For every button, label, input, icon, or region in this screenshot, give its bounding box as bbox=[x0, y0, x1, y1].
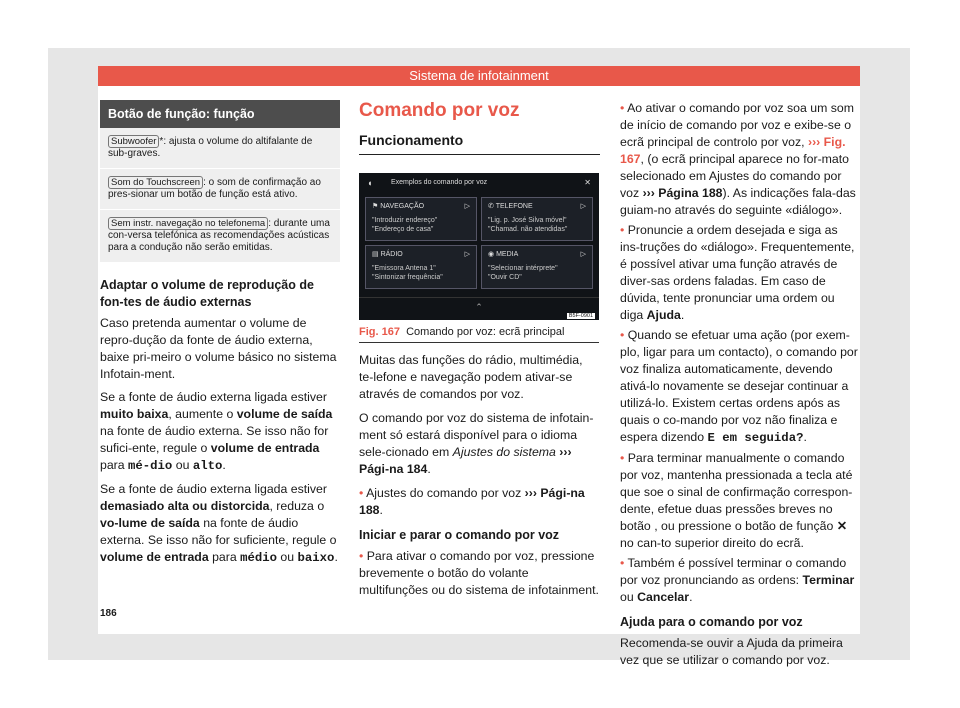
page-number: 186 bbox=[100, 608, 117, 619]
screen-footer-arrow: ⌃ bbox=[359, 297, 599, 318]
paragraph: Recomenda-se ouvir a Ajuda da primeira vez que se utilizar o comando por voz. bbox=[620, 636, 843, 667]
play-arrow-icon: ▷ bbox=[464, 203, 470, 210]
screen-title: Exemplos do comando por voz bbox=[391, 179, 488, 186]
subheading-volume: Adaptar o volume de reprodução de fon-tes de áudio externas bbox=[100, 278, 314, 309]
subsection-title: Funcionamento bbox=[359, 132, 464, 148]
row-text: : durante uma con-versa telefónica as recomendações acústicas para a condução não serão emitidas. bbox=[108, 218, 330, 253]
screen-title-bar bbox=[359, 173, 599, 193]
bullet-item: • Para terminar manualmente o comando por voz, mantenha pressionada a tecla até que soe o sinal de confirmação correspon-dente, efetue duas pressões breves no botão , ou pressione o botão de função ✕ no can-to superior direito do ecrã. bbox=[620, 451, 853, 550]
figure-code: B5F-0901 bbox=[568, 313, 593, 319]
media-icon: ◉ bbox=[488, 251, 497, 258]
bullet-item: • Pronuncie a ordem desejada e siga as ins-truções do «diálogo». Frequentemente, é possível ativar uma função através de diver-sas ordens faladas. Em caso de dúvida, tente pronunciar uma ordem ou diga Ajuda. bbox=[620, 223, 855, 322]
paragraph: O comando por voz do sistema de infotain-ment só estará disponível para o idioma sele-cionado em Ajustes do sistema ››› Pági-na 184. bbox=[359, 411, 594, 476]
subtitle-rule bbox=[359, 132, 600, 155]
paragraph: Caso pretenda aumentar o volume de repro-dução da fonte de áudio externa, baixe pri-meiro o volume básico no sistema Infotain-ment. bbox=[100, 316, 337, 381]
subheading-start-stop: Iniciar e parar o comando por voz bbox=[359, 528, 560, 542]
column-middle-text bbox=[359, 352, 600, 599]
bullet-item: • Para ativar o comando por voz, pressione brevemente o botão do volante multifunções ou do sistema de infotainment. bbox=[359, 549, 599, 597]
table-row bbox=[100, 169, 340, 210]
function-key: Subwoofer bbox=[108, 135, 159, 148]
radio-icon: ▤ bbox=[372, 251, 381, 258]
table-title: Botão de função: função bbox=[100, 100, 340, 128]
column-right bbox=[620, 100, 858, 669]
column-middle bbox=[359, 100, 600, 155]
table-row bbox=[100, 210, 340, 263]
paragraph: Se a fonte de áudio externa ligada estiver demasiado alta ou distorcida, reduza o vo-lume de saída na fonte de áudio externa. Se isso não for suficiente, regule o volume de entrada para médio ou baixo. bbox=[100, 482, 338, 565]
section-header: Sistema de infotainment bbox=[98, 66, 860, 86]
function-key: Som do Touchscreen bbox=[108, 176, 203, 189]
play-arrow-icon: ▷ bbox=[580, 203, 586, 210]
bullet-item: • Também é possível terminar o comando por voz pronunciando as ordens: Terminar ou Cancelar. bbox=[620, 556, 855, 604]
figure-caption bbox=[359, 326, 599, 343]
screen-button-media: ◉ MEDIA ▷ "Selecionar intérprete" "Ouvir CD" bbox=[481, 245, 593, 289]
paragraph: Muitas das funções do rádio, multimédia, te-lefone e navegação podem ativar-se através de comandos por voz. bbox=[359, 353, 583, 401]
voice-icon: ◖ bbox=[367, 178, 373, 188]
bullet-item: • Quando se efetuar uma ação (por exem-plo, ligar para um contacto), o comando por voz finaliza automaticamente, devendo ativá-lo novamente se desejar continuar a utilizá-lo. Existem certas ordens após as quais o co-mando por voz não finaliza e espera dizendo E em seguida?. bbox=[620, 328, 858, 445]
close-icon: ✕ bbox=[584, 178, 591, 187]
row-text: *: ajusta o volume do altifalante de sub-graves. bbox=[108, 136, 313, 159]
screen-button-telefone: ✆ TELEFONE ▷ "Lig. p. José Silva móvel" "Chamad. não atendidas" bbox=[481, 197, 593, 241]
bullet-item: • Ao ativar o comando por voz soa um som de início de comando por voz e exibe-se o ecrã principal de controlo por voz, ››› Fig. 167, (o ecrã principal aparece no for-mato selecionado em Ajustes do comando por voz ››› Página 188). As indicações fala-das guiam-no através do seguinte «diálogo». bbox=[620, 101, 856, 217]
function-key: Sem instr. navegação no telefonema bbox=[108, 217, 268, 230]
screen-button-radio: ▤ RÁDIO ▷ "Emissora Antena 1" "Sintonizar frequência" bbox=[365, 245, 477, 289]
subheading-help: Ajuda para o comando por voz bbox=[620, 615, 803, 629]
table-row bbox=[100, 128, 340, 169]
caption-number: Fig. 167 bbox=[359, 326, 400, 338]
bullet-item: • Ajustes do comando por voz ››› Pági-na 188. bbox=[359, 486, 585, 517]
section-title: Comando por voz bbox=[359, 100, 520, 121]
flag-icon: ⚑ bbox=[372, 203, 381, 210]
row-text: : o som de confirmação ao pres-sionar um botão de função está ativo. bbox=[108, 177, 321, 200]
column-left bbox=[100, 100, 340, 567]
paragraph: Se a fonte de áudio externa ligada estiver muito baixa, aumente o volume de saída na fonte de áudio externa. Se isso não for sufici-ente, regule o volume de entrada para mé-dio ou alto. bbox=[100, 390, 333, 473]
phone-icon: ✆ bbox=[488, 203, 496, 210]
figure-screen bbox=[359, 173, 599, 320]
caption-text: Comando por voz: ecrã principal bbox=[406, 326, 565, 338]
play-arrow-icon: ▷ bbox=[464, 251, 470, 258]
play-arrow-icon: ▷ bbox=[580, 251, 586, 258]
screen-button-navegacao: ⚑ NAVEGAÇÃO ▷ "Introduzir endereço" "Endereço de casa" bbox=[365, 197, 477, 241]
